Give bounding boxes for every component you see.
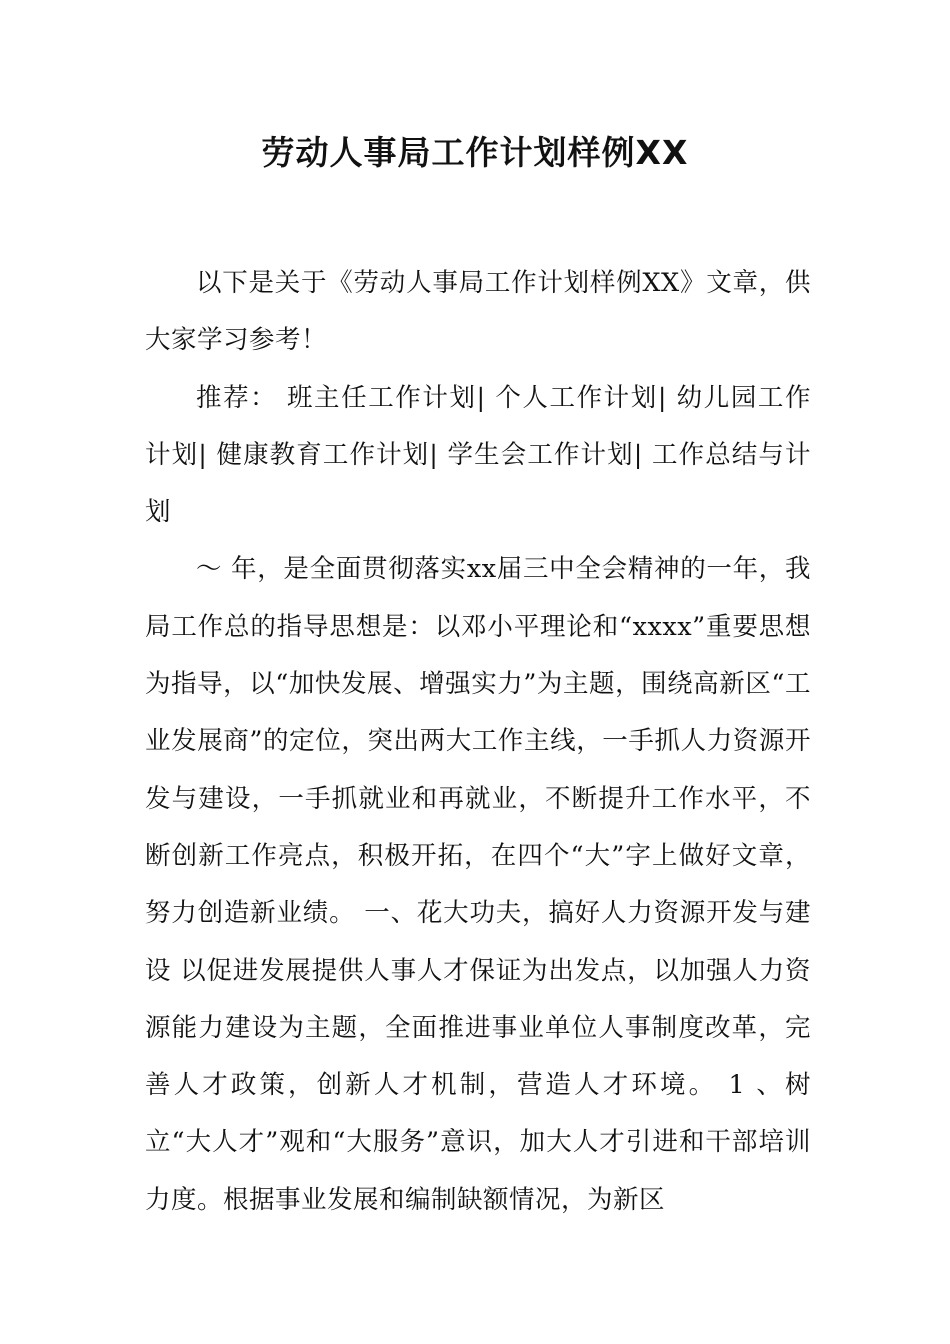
intro-paragraph: 以下是关于《劳动人事局工作计划样例XX》文章，供大家学习参考！: [145, 268, 811, 356]
document-body: [145, 255, 811, 1229]
document-title: 劳动人事局工作计划样例XX: [261, 133, 689, 172]
main-paragraph: ～ 年，是全面贯彻落实xx届三中全会精神的一年，我局工作总的指导思想是：以邓小平理论和“xxxx”重要思想为指导，以“加快发展、增强实力”为主题，围绕高新区“工业发展商”的定位，突出两大工作主线，一手抓人力资源开发与建设，一手抓就业和再就业，不断提升工作水平，不断创新工作亮点，积极开拓，在四个“大”字上做好文章，努力创造新业绩。 一、花大功夫，搞好人力资源开发与建设 以促进发展提供人事人才保证为出发点，以加强人力资源能力建设为主题，全面推进事业单位人事制度改革，完善人才政策，创新人才机制，营造人才环境。 1 、树立“大人才”观和“大服务”意识，加大人才引进和干部培训力度。根据事业发展和编制缺额情况，为新区: [145, 554, 811, 1215]
recommendation-paragraph: 推荐： 班主任工作计划| 个人工作计划| 幼儿园工作计划| 健康教育工作计划| 学生会工作计划| 工作总结与计划: [145, 382, 811, 528]
